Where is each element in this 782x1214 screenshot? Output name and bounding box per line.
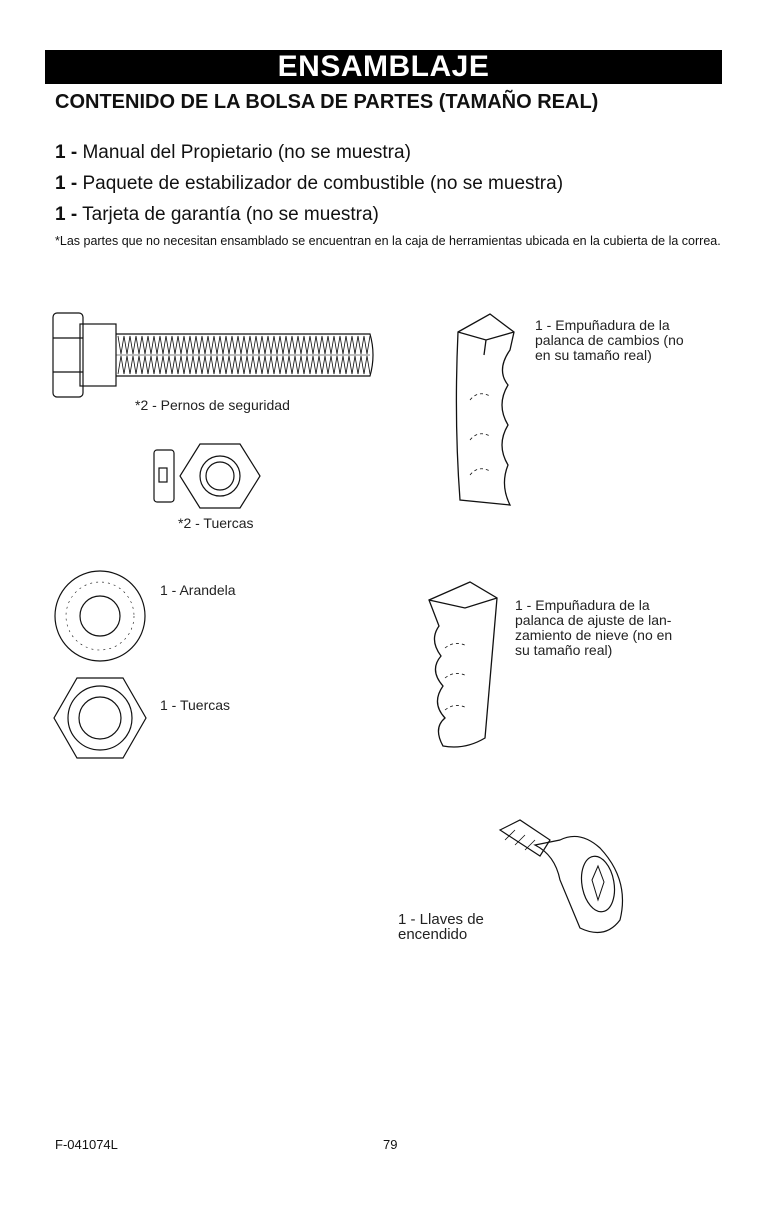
shift-handle-icon [450, 310, 530, 510]
nut-caption: *2 - Tuercas [178, 515, 254, 531]
caption-line: 1 - Empuñadura de la [515, 597, 650, 613]
item-text: Manual del Propietario (no se muestra) [82, 142, 411, 163]
section-banner: ENSAMBLAJE [45, 50, 722, 84]
caption-line: palanca de cambios (no [535, 332, 684, 348]
contents-list [55, 137, 563, 230]
washer-icon [52, 566, 152, 666]
item-qty: 1 - [55, 173, 78, 194]
item-text: Paquete de estabilizador de combustible (no se muestra) [82, 173, 564, 194]
list-item [55, 168, 563, 199]
list-item [55, 199, 563, 230]
caption-line: zamiento de nieve (no en [515, 627, 673, 643]
item-qty: 1 - [55, 142, 78, 163]
page-number: 79 [383, 1137, 398, 1152]
page-subtitle: CONTENIDO DE LA BOLSA DE PARTES (TAMAÑO REAL) [55, 91, 599, 113]
ignition-key-icon [480, 800, 630, 940]
caption-line: en su tamaño real) [535, 347, 652, 363]
hex-nut-icon [150, 440, 270, 512]
list-item [55, 137, 563, 168]
footnote: *Las partes que no necesitan ensamblado se encuentran en la caja de herramientas ubicada en la cubierta de la correa. [55, 234, 721, 248]
document-code: F-041074L [55, 1137, 118, 1152]
item-qty: 1 - [55, 204, 78, 225]
chute-handle-caption [515, 598, 672, 658]
shift-handle-caption [535, 318, 684, 363]
chute-handle-icon [425, 578, 505, 750]
caption-line: 1 - Empuñadura de la [535, 317, 670, 333]
hex-nut-icon [50, 676, 150, 760]
caption-line: 1 - Llaves de [398, 911, 484, 928]
caption-line: palanca de ajuste de lan- [515, 612, 672, 628]
item-text: Tarjeta de garantía (no se muestra) [82, 204, 379, 225]
nut-large-caption: 1 - Tuercas [160, 697, 231, 713]
bolt-caption: *2 - Pernos de seguridad [135, 397, 290, 413]
caption-line: encendido [398, 926, 468, 943]
caption-line: su tamaño real) [515, 642, 613, 658]
washer-caption: 1 - Arandela [160, 582, 236, 598]
key-caption [398, 912, 484, 942]
bolt-icon [50, 310, 380, 400]
